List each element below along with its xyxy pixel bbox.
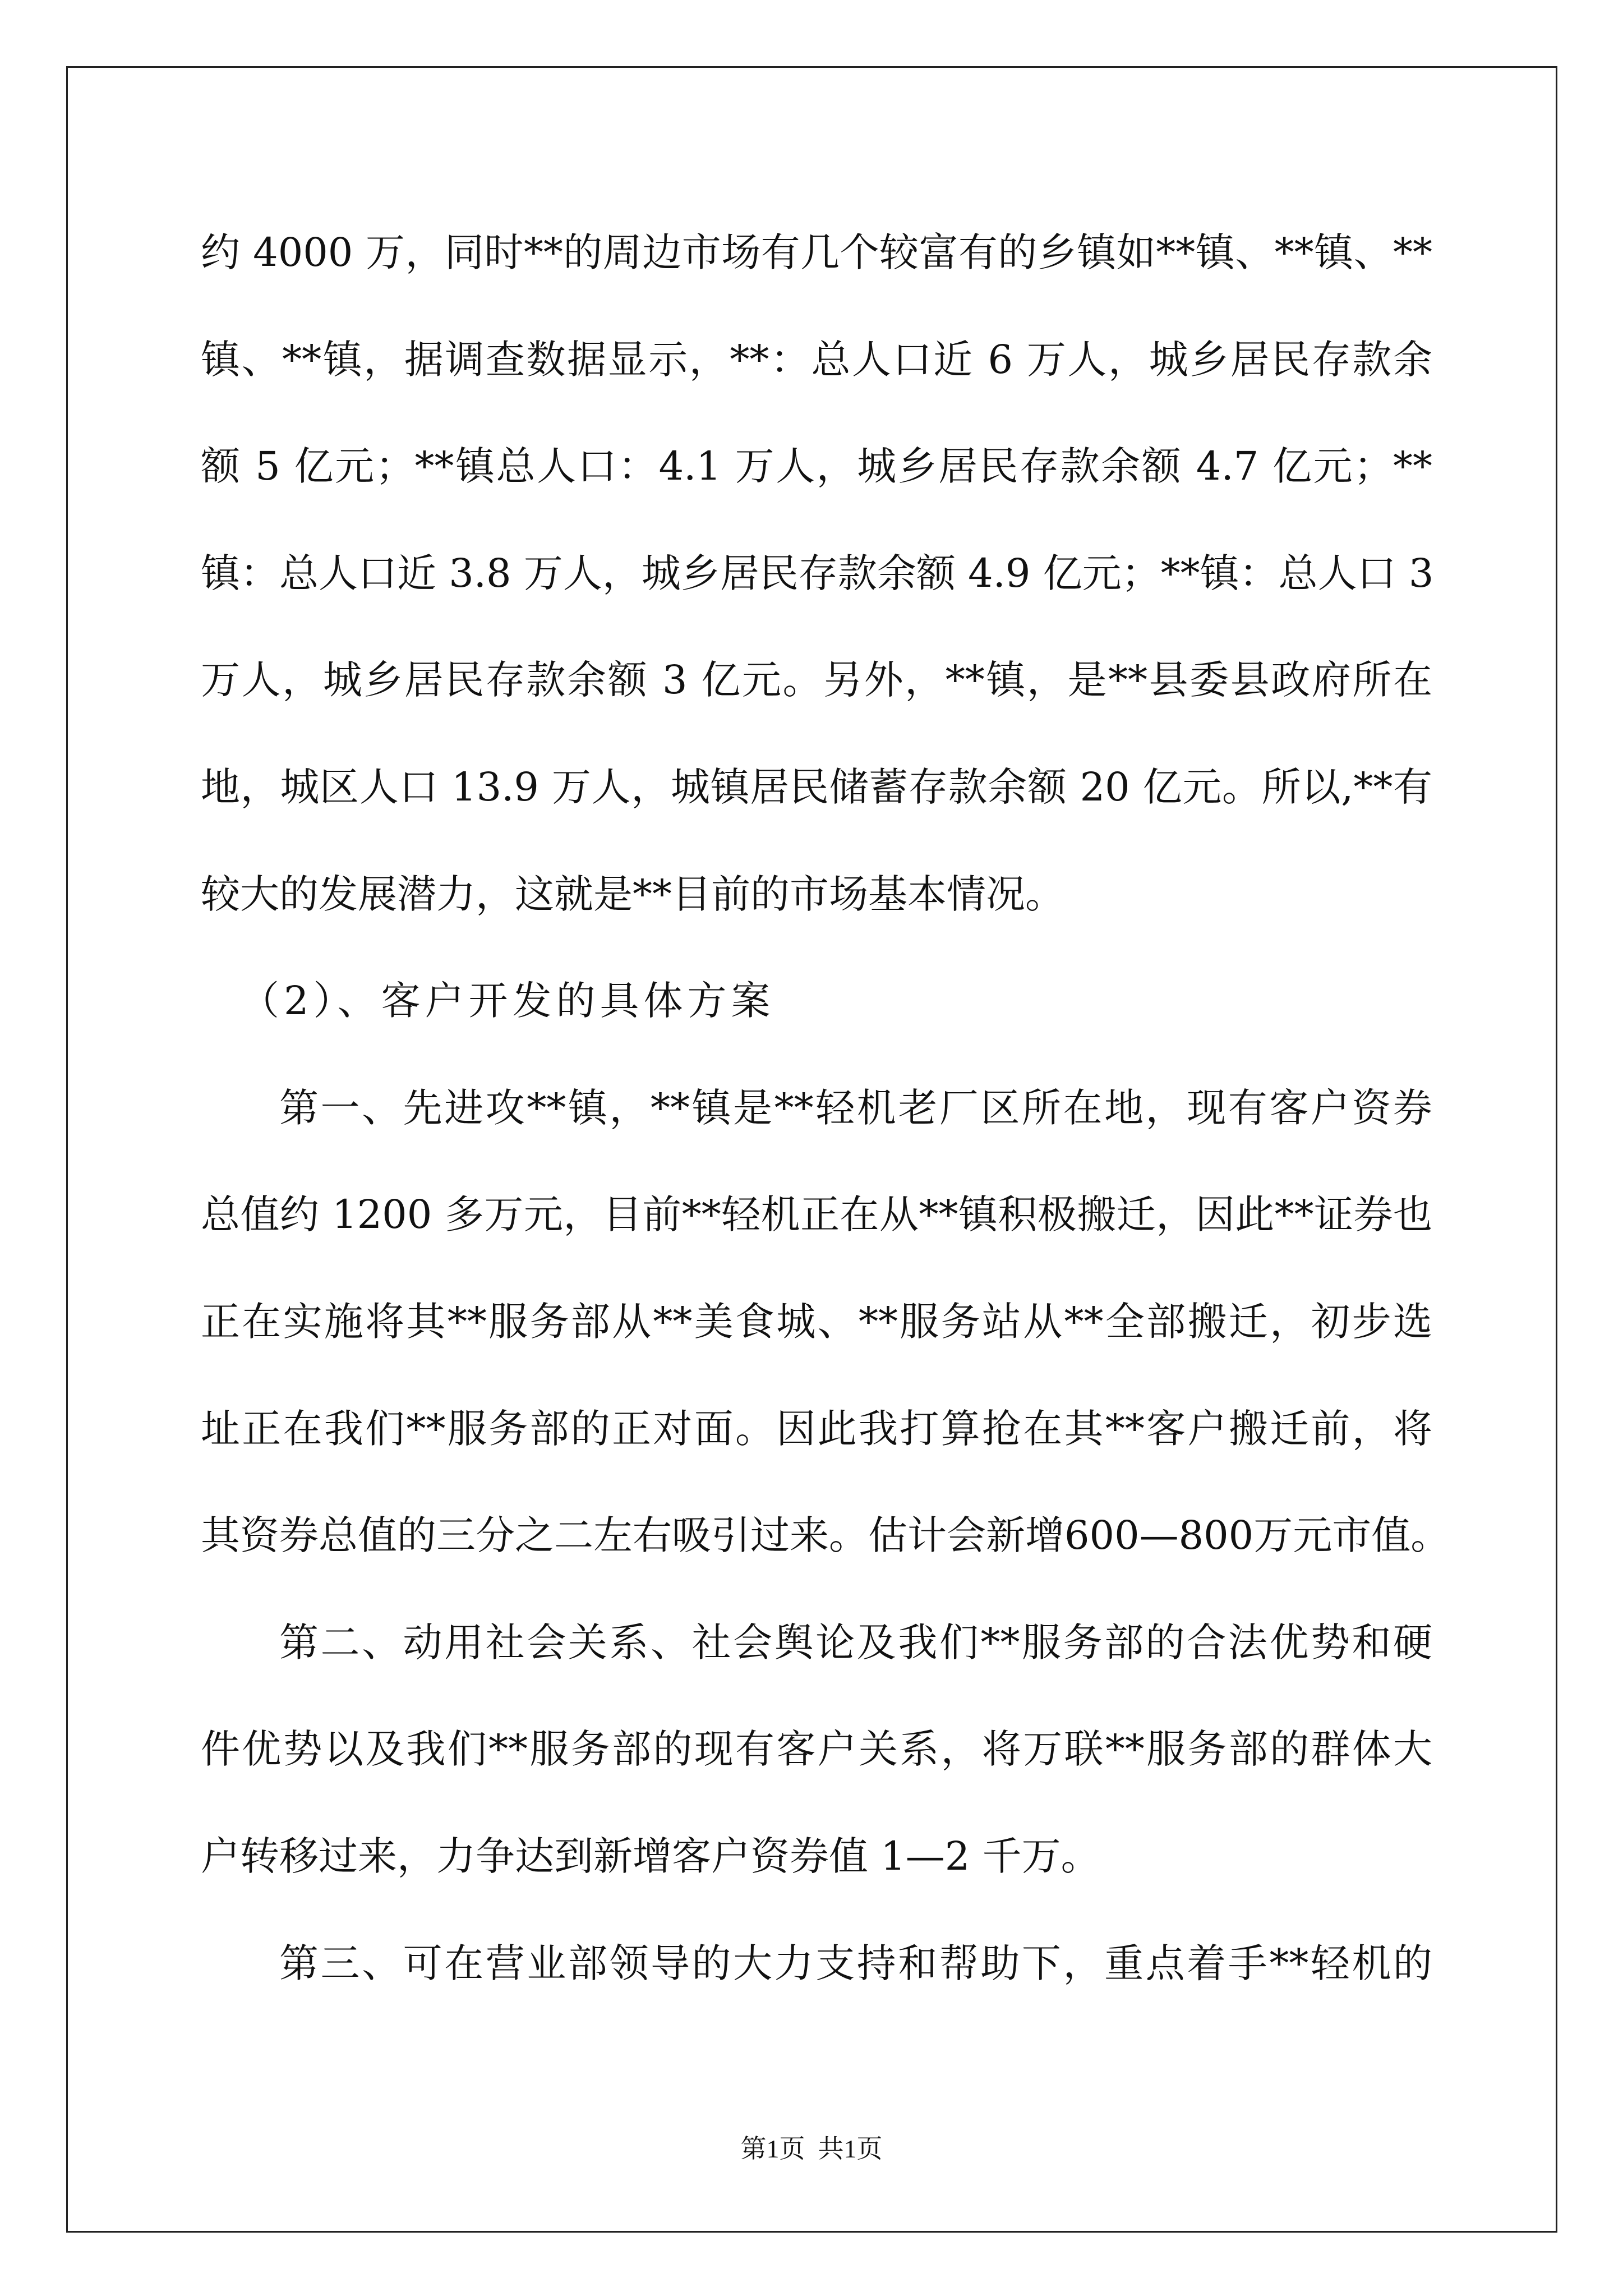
text-line: 第二、动用社会关系、社会舆论及我们**服务部的合法优势和硬 xyxy=(279,1619,1432,1665)
document-body xyxy=(201,199,1450,2017)
text-line: 总值约 1200 多万元，目前**轻机正在从**镇积极搬迁，因此**证券也 xyxy=(201,1191,1432,1238)
text-line: 址正在我们**服务部的正对面。因此我打算抢在其**客户搬迁前，将 xyxy=(201,1405,1432,1452)
text-line: 第三、可在营业部领导的大力支持和帮助下，重点着手**轻机的 xyxy=(279,1940,1432,1986)
text-line: 额 5 亿元；**镇总人口：4.1 万人，城乡居民存款余额 4.7 亿元；** xyxy=(201,443,1432,490)
text-line: 件优势以及我们**服务部的现有客户关系，将万联**服务部的群体大 xyxy=(201,1726,1432,1773)
text-line: 地，城区人口 13.9 万人，城镇居民储蓄存款余额 20 亿元。所以,**有 xyxy=(201,763,1432,810)
text-line: 镇、**镇，据调查数据显示，**：总人口近 6 万人，城乡居民存款余 xyxy=(201,336,1432,383)
page-footer: 第1页 共1页 xyxy=(740,2134,883,2163)
text-line: 第一、先进攻**镇，**镇是**轻机老厂区所在地，现有客户资券 xyxy=(279,1084,1432,1131)
paragraph xyxy=(201,199,1432,947)
text-line: 其资券总值的三分之二左右吸引过来。估计会新增600—800万元市值。 xyxy=(201,1512,1450,1559)
text-line: 万人，城乡居民存款余额 3 亿元。另外，**镇，是**县委县政府所在 xyxy=(201,657,1432,703)
paragraph xyxy=(201,1910,1432,2017)
text-line: 户转移过来，力争达到新增客户资券值 1—2 千万。 xyxy=(201,1833,1100,1879)
section-heading-text: （2）、客户开发的具体方案 xyxy=(240,978,775,1024)
text-line: 镇：总人口近 3.8 万人，城乡居民存款余额 4.9 亿元；**镇：总人口 3 xyxy=(201,550,1434,596)
text-line: 约 4000 万，同时**的周边市场有几个较富有的乡镇如**镇、**镇、** xyxy=(201,229,1432,275)
text-line: 正在实施将其**服务部从**美食城、**服务站从**全部搬迁，初步选 xyxy=(201,1298,1432,1345)
paragraph xyxy=(201,1589,1432,1910)
paragraph xyxy=(201,1055,1450,1589)
text-line: 较大的发展潜力，这就是**目前的市场基本情况。 xyxy=(201,871,1064,917)
section-heading xyxy=(201,947,1432,1055)
